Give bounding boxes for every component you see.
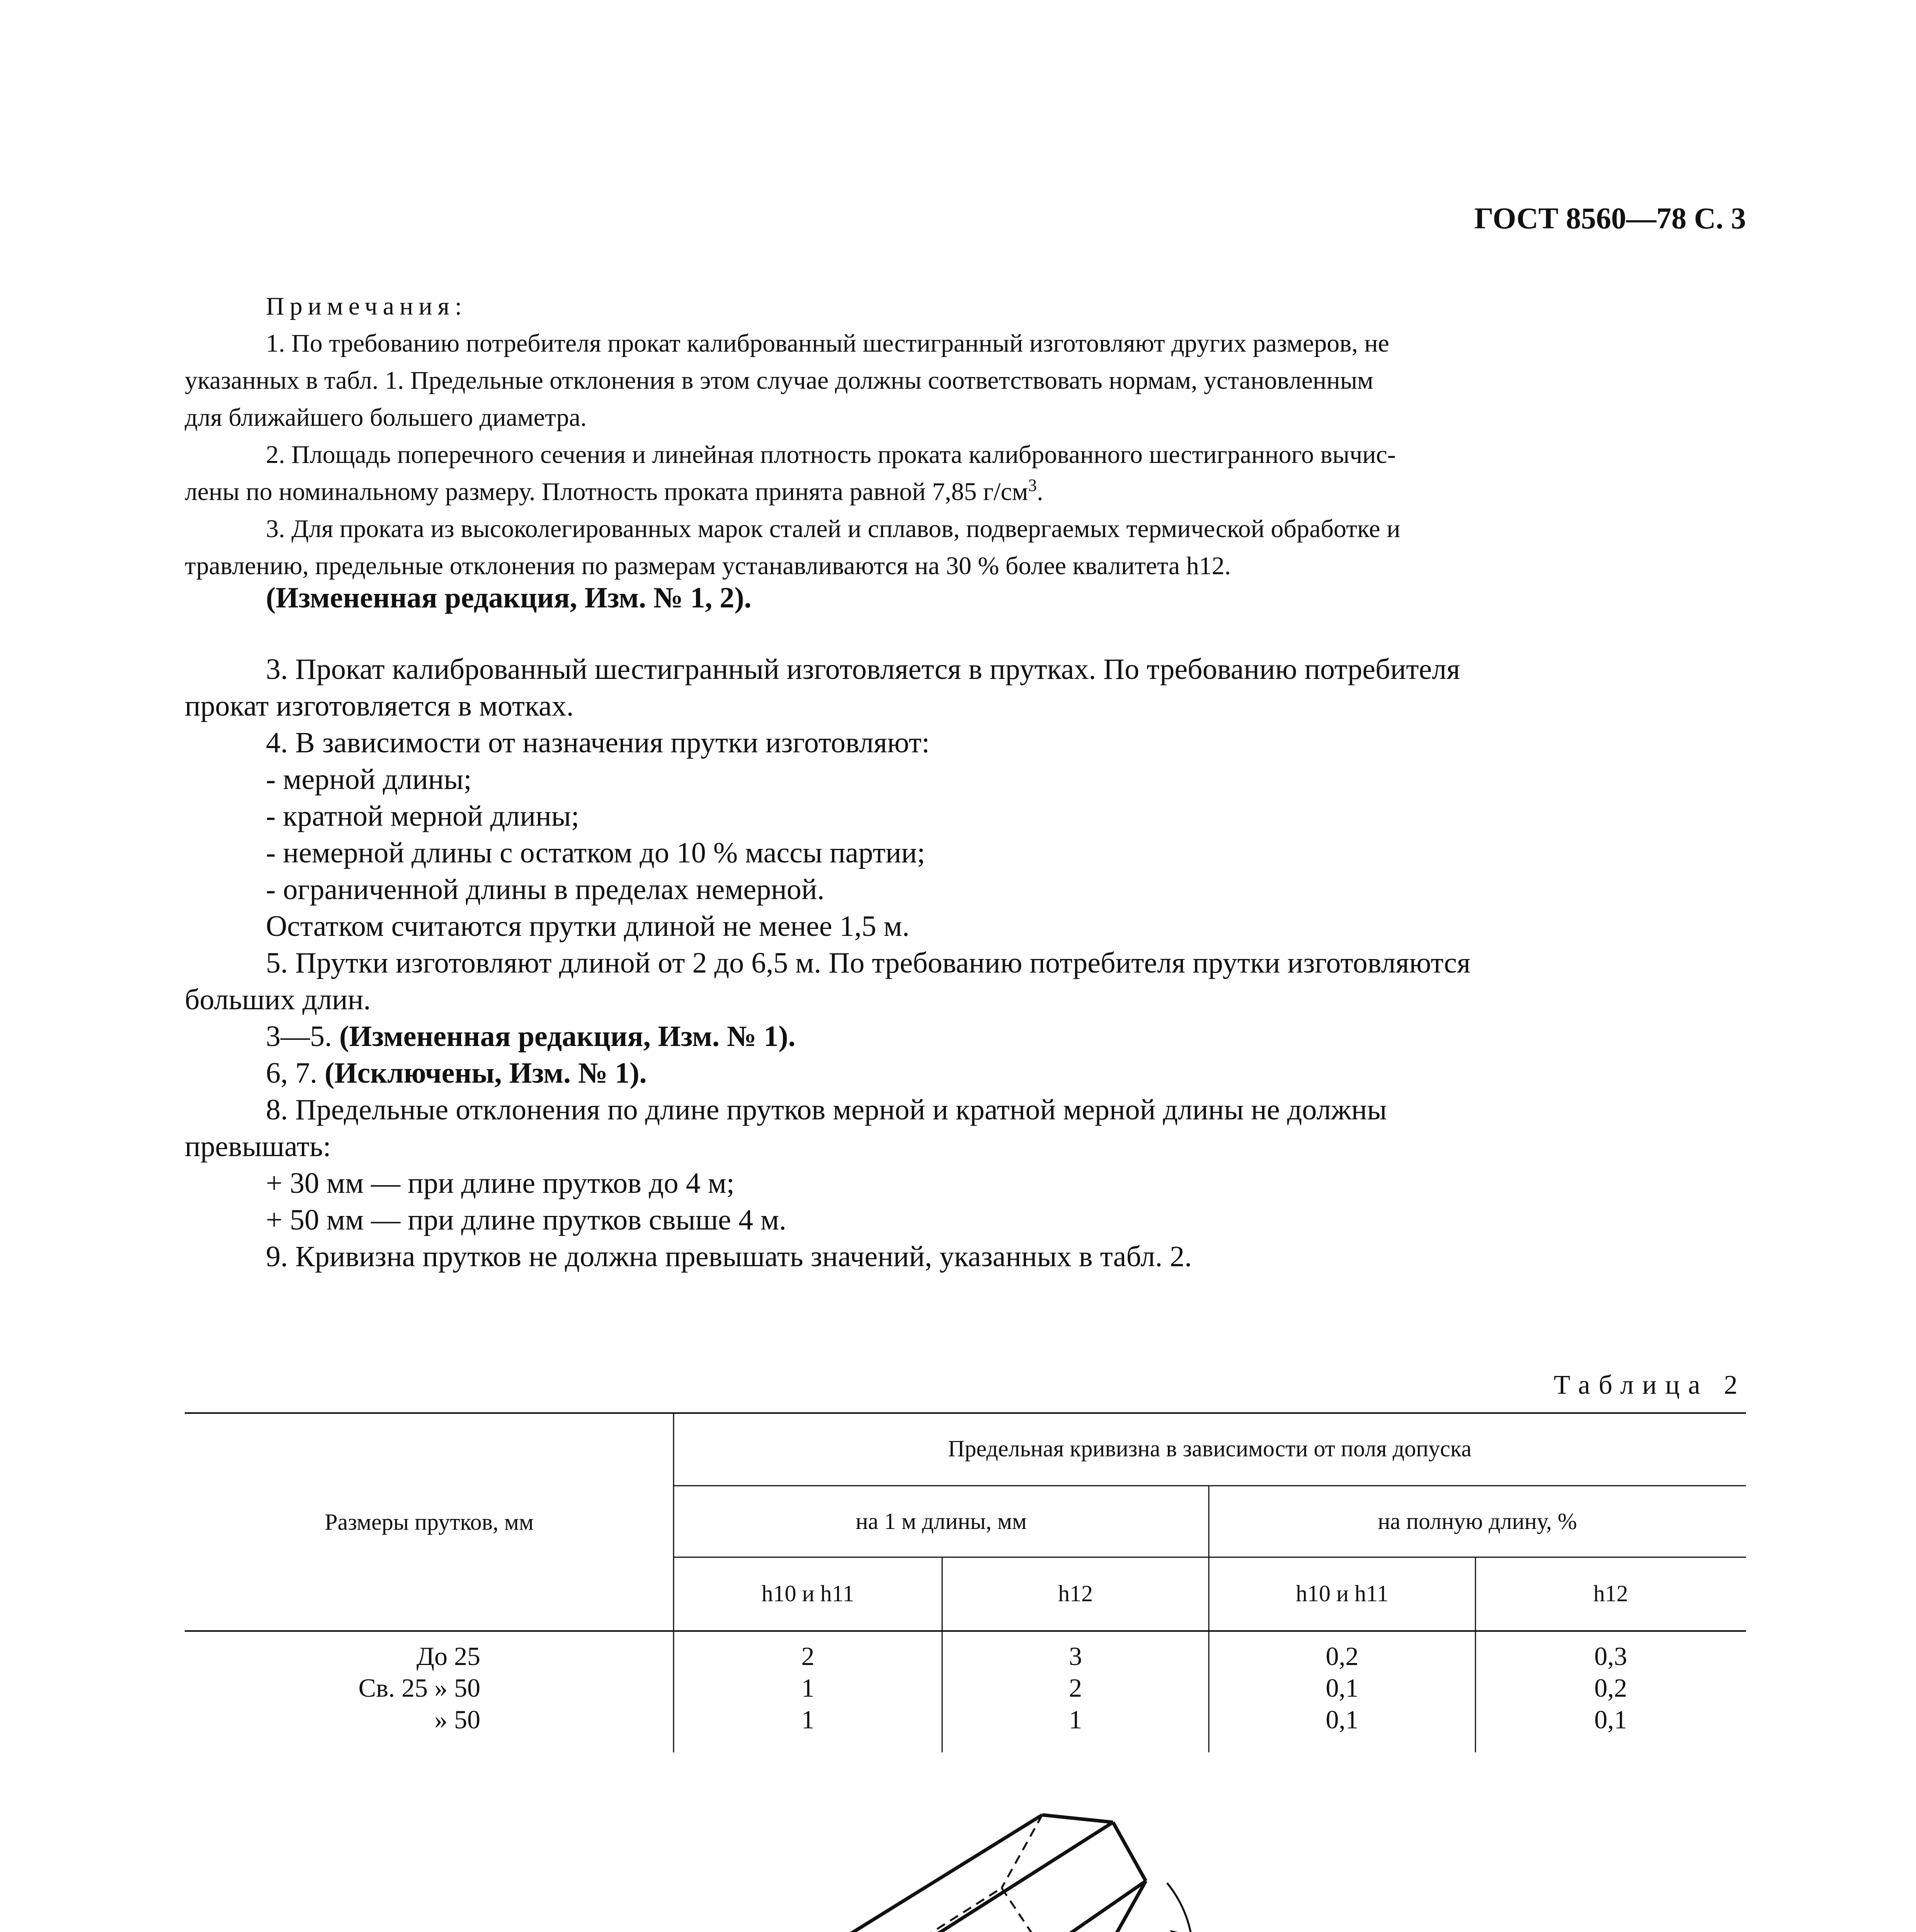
hex-bar-drawing (734, 1777, 1275, 1932)
table-cell: 2 (801, 1641, 815, 1671)
table-cell-size: » 50 (434, 1705, 480, 1734)
note-3-line-2: травлению, предельные отклонения по размерам устанавливаются на 30 % более квалитета h12. (185, 552, 1231, 580)
note-2-line-1: 2. Площадь поперечного сечения и линейная плотность проката калиброванного шестигранного вычис- (266, 440, 1396, 469)
col-header-h12: h12 (1593, 1581, 1628, 1606)
table-cell: 3 (1069, 1641, 1082, 1671)
table-cell-size: Св. 25 » 50 (358, 1673, 480, 1702)
col-header-size: Размеры прутков, мм (325, 1509, 534, 1535)
para-8-item-b: + 50 мм — при длине прутков свыше 4 м. (266, 1204, 786, 1236)
table-cell: 0,3 (1594, 1641, 1627, 1671)
revision-3-5: 3—5. (Измененная редакция, Изм. № 1). (266, 1020, 796, 1053)
col-header-h10-h11: h10 и h11 (1296, 1581, 1389, 1606)
table-cell: 0,1 (1326, 1673, 1359, 1702)
para-3-line-2: прокат изготовляется в мотках. (185, 690, 574, 722)
note-1-line-2: указанных в табл. 1. Предельные отклонения в этом случае должны соответствовать нормам, установленным (185, 366, 1373, 395)
note-2-line-2: лены по номинальному размеру. Плотность проката принята равной 7,85 $г/см^3$. (185, 476, 1043, 506)
notes-block (185, 288, 1746, 585)
main-paragraphs (185, 651, 1746, 1275)
para-9: 9. Кривизна прутков не должна превышать значений, указанных в табл. 2. (266, 1240, 1192, 1273)
para-5-line-2: больших длин. (185, 983, 371, 1016)
note-3-line-1: 3. Для проката из высоколегированных марок сталей и сплавов, подвергаемых термической обработке и (266, 515, 1400, 543)
list-item: - мерной длины; (266, 763, 472, 796)
table-2 (185, 1412, 1746, 1752)
page-header: ГОСТ 8560—78 С. 3 (1474, 201, 1746, 235)
para-5-line-1: 5. Прутки изготовляют длиной от 2 до 6,5 м. По требованию потребителя прутки изготовляются (266, 947, 1471, 979)
col-header-group: Предельная кривизна в зависимости от поля допуска (948, 1436, 1472, 1461)
notes-revision: (Измененная редакция, Изм. № 1, 2). (266, 582, 752, 614)
para-8-line-1: 8. Предельные отклонения по длине прутков мерной и кратной мерной длины не должны (266, 1094, 1387, 1126)
notes-title: Примечания: (266, 292, 468, 320)
col-header-h10-h11: h10 и h11 (761, 1581, 854, 1606)
note-1-line-3: для ближайшего большего диаметра. (185, 403, 587, 432)
note-1-line-1: 1. По требованию потребителя прокат калиброванный шестигранный изготовляют других размеров, не (266, 329, 1389, 357)
list-item: - ограниченной длины в пределах немерной. (266, 873, 825, 906)
col-subheader-full-length: на полную длину, % (1378, 1509, 1577, 1534)
table-cell: 2 (1069, 1673, 1082, 1702)
table-cell: 1 (1069, 1705, 1082, 1734)
table-cell: 0,1 (1594, 1705, 1627, 1734)
table-cell: 0,2 (1326, 1641, 1359, 1671)
para-8-item-a: + 30 мм — при длине прутков до 4 м; (266, 1167, 735, 1199)
para-3-line-1: 3. Прокат калиброванный шестигранный изготовляется в прутках. По требованию потребителя (266, 653, 1460, 685)
remainder-note: Остатком считаются прутки длиной не менее 1,5 м. (266, 910, 910, 942)
col-subheader-per-meter: на 1 м длины, мм (856, 1509, 1027, 1534)
table-cell: 1 (801, 1673, 815, 1702)
table-cell: 1 (801, 1705, 815, 1734)
table-cell: 0,2 (1594, 1673, 1627, 1702)
table-caption: Таблица 2 (1554, 1370, 1746, 1400)
revision-6-7: 6, 7. (Исключены, Изм. № 1). (266, 1057, 647, 1089)
table-cell: 0,1 (1326, 1705, 1359, 1734)
list-item: - немерной длины с остатком до 10 % массы партии; (266, 837, 925, 869)
para-8-line-2: превышать: (185, 1130, 331, 1163)
col-header-h12: h12 (1058, 1581, 1093, 1606)
para-4: 4. В зависимости от назначения прутки изготовляют: (266, 726, 930, 759)
table-cell-size: До 25 (416, 1641, 480, 1671)
list-item: - кратной мерной длины; (266, 800, 579, 832)
